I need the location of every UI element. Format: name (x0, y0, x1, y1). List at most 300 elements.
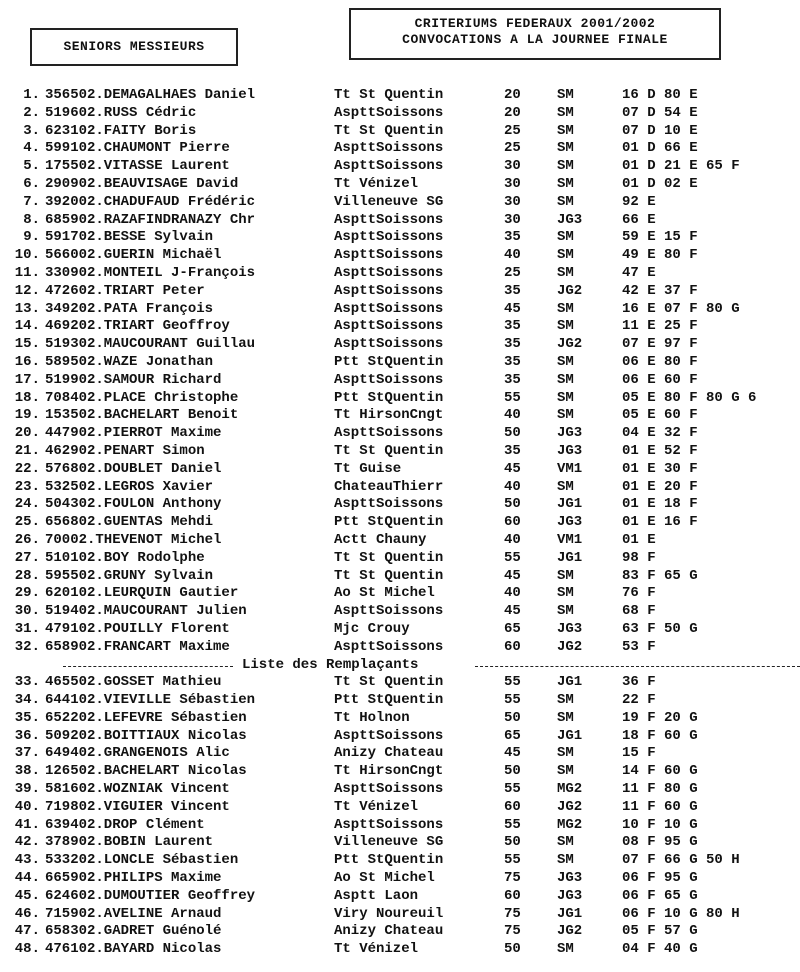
category: SM (557, 407, 574, 424)
ranking-history: 49 E 80 F (622, 247, 698, 264)
club-name: Tt Vénizel (334, 941, 419, 958)
points: 35 (504, 318, 521, 335)
ranking-history: 11 E 25 F (622, 318, 698, 335)
ranking-history: 01 D 66 E (622, 140, 698, 157)
ranking-history: 08 F 95 G (622, 834, 698, 851)
points: 55 (504, 389, 521, 406)
ranking-history: 07 F 66 G 50 H (622, 852, 740, 869)
license-and-name: 665902.PHILIPS Maxime (45, 870, 222, 887)
list-item (0, 728, 800, 746)
ranking-history: 05 E 60 F (622, 407, 698, 424)
rank-number: 34. (14, 692, 40, 709)
rank-number: 18. (14, 389, 40, 406)
club-name: Tt St Quentin (334, 122, 444, 139)
category: SM (557, 834, 574, 851)
ranking-history: 06 F 95 G (622, 870, 698, 887)
club-name: AspttSoissons (334, 638, 444, 655)
club-name: Viry Noureuil (334, 905, 444, 922)
club-name: Tt Vénizel (334, 798, 419, 815)
category: SM (557, 140, 574, 157)
ranking-history: 36 F (622, 674, 656, 691)
category: SM (557, 745, 574, 762)
club-name: AspttSoissons (334, 371, 444, 388)
ranking-history: 11 F 80 G (622, 781, 698, 798)
list-item (0, 888, 800, 906)
license-and-name: 70002.THEVENOT Michel (45, 531, 222, 548)
points: 35 (504, 442, 521, 459)
list-item (0, 158, 800, 176)
points: 30 (504, 175, 521, 192)
list-item (0, 781, 800, 799)
points: 50 (504, 941, 521, 958)
ranking-history: 06 F 65 G (622, 887, 698, 904)
rank-number: 39. (14, 781, 40, 798)
license-and-name: 476102.BAYARD Nicolas (45, 941, 222, 958)
list-item (0, 372, 800, 390)
category: SM (557, 478, 574, 495)
ranking-history: 01 E 16 F (622, 514, 698, 531)
points: 60 (504, 798, 521, 815)
ranking-history: 16 D 80 E (622, 87, 698, 103)
license-and-name: 652202.LEFEVRE Sébastien (45, 709, 247, 726)
category: JG3 (557, 514, 583, 531)
list-item (0, 639, 800, 657)
points: 35 (504, 282, 521, 299)
rank-number: 24. (14, 496, 40, 513)
license-and-name: 595502.GRUNY Sylvain (45, 567, 214, 584)
category: JG2 (557, 336, 583, 353)
rank-number: 10. (14, 247, 40, 264)
ranking-history: 53 F (622, 638, 656, 655)
list-item (0, 799, 800, 817)
rank-number: 16. (14, 353, 40, 370)
rank-number: 9. (23, 229, 40, 246)
category: SM (557, 318, 574, 335)
points: 25 (504, 140, 521, 157)
ranking-history: 18 F 60 G (622, 727, 698, 744)
points: 60 (504, 638, 521, 655)
ranking-history: 19 F 20 G (622, 709, 698, 726)
ranking-history: 15 F (622, 745, 656, 762)
list-item (0, 923, 800, 941)
license-and-name: 392002.CHADUFAUD Frédéric (45, 193, 256, 210)
list-item (0, 674, 800, 692)
license-and-name: 639402.DROP Clément (45, 816, 205, 833)
rank-number: 23. (14, 478, 40, 495)
points: 40 (504, 531, 521, 548)
category: JG1 (557, 496, 583, 513)
category: VM1 (557, 531, 583, 548)
ranking-history: 68 F (622, 603, 656, 620)
category: JG3 (557, 870, 583, 887)
club-name: Asptt Laon (334, 887, 419, 904)
list-item (0, 283, 800, 301)
club-name: AspttSoissons (334, 603, 444, 620)
rank-number: 15. (14, 336, 40, 353)
rank-number: 45. (14, 887, 40, 904)
points: 40 (504, 407, 521, 424)
separator-label: Liste des Remplaçants (242, 656, 419, 673)
points: 55 (504, 816, 521, 833)
club-name: Tt Holnon (334, 709, 410, 726)
list-item (0, 568, 800, 586)
rank-number: 14. (14, 318, 40, 335)
club-name: Tt St Quentin (334, 549, 444, 566)
category: SM (557, 852, 574, 869)
category: JG2 (557, 798, 583, 815)
title-line-2: CONVOCATIONS A LA JOURNEE FINALE (402, 32, 668, 47)
ranking-history: 76 F (622, 585, 656, 602)
rank-number: 5. (23, 158, 40, 175)
license-and-name: 719802.VIGUIER Vincent (45, 798, 230, 815)
license-and-name: 624602.DUMOUTIER Geoffrey (45, 887, 256, 904)
category: JG3 (557, 442, 583, 459)
list-item (0, 318, 800, 336)
points: 40 (504, 478, 521, 495)
list-item (0, 229, 800, 247)
points: 50 (504, 709, 521, 726)
ranking-history: 10 F 10 G (622, 816, 698, 833)
category: JG1 (557, 549, 583, 566)
license-and-name: 153502.BACHELART Benoit (45, 407, 239, 424)
ranking-history: 47 E (622, 264, 656, 281)
list-item (0, 443, 800, 461)
license-and-name: 644102.VIEVILLE Sébastien (45, 692, 256, 709)
ranking-history: 06 F 10 G 80 H (622, 905, 740, 922)
club-name: Ptt StQuentin (334, 514, 444, 531)
rank-number: 33. (14, 674, 40, 691)
category: SM (557, 692, 574, 709)
club-name: AspttSoissons (334, 496, 444, 513)
points: 50 (504, 496, 521, 513)
points: 45 (504, 603, 521, 620)
rank-number: 12. (14, 282, 40, 299)
category: JG1 (557, 905, 583, 922)
points: 50 (504, 425, 521, 442)
ranking-history: 01 E (622, 531, 656, 548)
points: 35 (504, 353, 521, 370)
license-and-name: 715902.AVELINE Arnaud (45, 905, 222, 922)
license-and-name: 649402.GRANGENOIS Alic (45, 745, 230, 762)
ranking-history: 01 D 21 E 65 F (622, 158, 740, 175)
points: 75 (504, 870, 521, 887)
club-name: Tt Guise (334, 460, 402, 477)
list-item (0, 550, 800, 568)
category: SM (557, 175, 574, 192)
club-name: AspttSoissons (334, 781, 444, 798)
rank-number: 37. (14, 745, 40, 762)
list-item (0, 817, 800, 835)
ranking-history: 07 D 54 E (622, 104, 698, 121)
rank-number: 21. (14, 442, 40, 459)
rank-number: 22. (14, 460, 40, 477)
license-and-name: 591702.BESSE Sylvain (45, 229, 214, 246)
category: VM1 (557, 460, 583, 477)
list-item (0, 461, 800, 479)
club-name: Tt HirsonCngt (334, 407, 444, 424)
ranking-history: 14 F 60 G (622, 763, 698, 780)
license-and-name: 510102.BOY Rodolphe (45, 549, 205, 566)
category: SM (557, 158, 574, 175)
ranking-history: 04 F 40 G (622, 941, 698, 958)
list-item (0, 514, 800, 532)
rank-number: 40. (14, 798, 40, 815)
rank-number: 13. (14, 300, 40, 317)
license-and-name: 532502.LEGROS Xavier (45, 478, 214, 495)
category: SM (557, 389, 574, 406)
club-name: AspttSoissons (334, 282, 444, 299)
ranking-history: 42 E 37 F (622, 282, 698, 299)
club-name: AspttSoissons (334, 229, 444, 246)
list-item (0, 176, 800, 194)
ranking-history: 01 E 30 F (622, 460, 698, 477)
club-name: AspttSoissons (334, 264, 444, 281)
category: SM (557, 104, 574, 121)
ranking-history: 92 E (622, 193, 656, 210)
category: SM (557, 763, 574, 780)
license-and-name: 581602.WOZNIAK Vincent (45, 781, 230, 798)
club-name: ChateauThierr (334, 478, 444, 495)
license-and-name: 519302.MAUCOURANT Guillau (45, 336, 256, 353)
points: 35 (504, 371, 521, 388)
ranking-history: 01 E 52 F (622, 442, 698, 459)
points: 25 (504, 264, 521, 281)
category: MG2 (557, 816, 583, 833)
points: 65 (504, 727, 521, 744)
rank-number: 42. (14, 834, 40, 851)
ranking-history: 66 E (622, 211, 656, 228)
club-name: Tt Vénizel (334, 175, 419, 192)
rank-number: 29. (14, 585, 40, 602)
ranking-history: 07 D 10 E (622, 122, 698, 139)
ranking-history: 05 E 80 F 80 G 6 (622, 389, 757, 406)
points: 40 (504, 585, 521, 602)
ranking-history: 22 F (622, 692, 656, 709)
rank-number: 43. (14, 852, 40, 869)
list-item (0, 301, 800, 319)
points: 50 (504, 834, 521, 851)
list-item (0, 212, 800, 230)
license-and-name: 465502.GOSSET Mathieu (45, 674, 222, 691)
rank-number: 31. (14, 620, 40, 637)
license-and-name: 620102.LEURQUIN Gautier (45, 585, 239, 602)
rank-number: 30. (14, 603, 40, 620)
club-name: AspttSoissons (334, 300, 444, 317)
license-and-name: 519602.RUSS Cédric (45, 104, 197, 121)
license-and-name: 509202.BOITTIAUX Nicolas (45, 727, 247, 744)
ranking-history: 01 E 18 F (622, 496, 698, 513)
license-and-name: 469202.TRIART Geoffroy (45, 318, 230, 335)
license-and-name: 290902.BEAUVISAGE David (45, 175, 239, 192)
license-and-name: 576802.DOUBLET Daniel (45, 460, 222, 477)
category: SM (557, 371, 574, 388)
convocation-list (0, 87, 800, 959)
list-item (0, 870, 800, 888)
club-name: Ptt StQuentin (334, 852, 444, 869)
license-and-name: 175502.VITASSE Laurent (45, 158, 230, 175)
category: JG3 (557, 425, 583, 442)
ranking-history: 06 E 60 F (622, 371, 698, 388)
points: 45 (504, 460, 521, 477)
points: 65 (504, 620, 521, 637)
points: 55 (504, 692, 521, 709)
rank-number: 41. (14, 816, 40, 833)
club-name: Mjc Crouy (334, 620, 410, 637)
points: 45 (504, 300, 521, 317)
license-and-name: 533202.LONCLE Sébastien (45, 852, 239, 869)
license-and-name: 330902.MONTEIL J-François (45, 264, 256, 281)
points: 25 (504, 122, 521, 139)
license-and-name: 126502.BACHELART Nicolas (45, 763, 247, 780)
club-name: Anizy Chateau (334, 745, 444, 762)
club-name: AspttSoissons (334, 158, 444, 175)
category: SM (557, 229, 574, 246)
list-item (0, 941, 800, 959)
points: 45 (504, 745, 521, 762)
category: SM (557, 353, 574, 370)
ranking-history: 01 D 02 E (622, 175, 698, 192)
list-item (0, 336, 800, 354)
list-item (0, 390, 800, 408)
players-list (0, 87, 800, 657)
ranking-history: 01 E 20 F (622, 478, 698, 495)
rank-number: 47. (14, 923, 40, 940)
club-name: Tt St Quentin (334, 442, 444, 459)
separator-line-left (63, 666, 233, 667)
license-and-name: 685902.RAZAFINDRANAZY Chr (45, 211, 256, 228)
rank-number: 11. (14, 264, 40, 281)
category: SM (557, 87, 574, 103)
rank-number: 7. (23, 193, 40, 210)
club-name: Villeneuve SG (334, 834, 444, 851)
points: 20 (504, 104, 521, 121)
license-and-name: 349202.PATA François (45, 300, 214, 317)
list-item (0, 265, 800, 283)
rank-number: 6. (23, 175, 40, 192)
rank-number: 3. (23, 122, 40, 139)
rank-number: 26. (14, 531, 40, 548)
rank-number: 17. (14, 371, 40, 388)
club-name: Ptt StQuentin (334, 692, 444, 709)
points: 55 (504, 781, 521, 798)
rank-number: 38. (14, 763, 40, 780)
points: 75 (504, 923, 521, 940)
points: 50 (504, 763, 521, 780)
category: SM (557, 585, 574, 602)
ranking-history: 11 F 60 G (622, 798, 698, 815)
category: MG2 (557, 781, 583, 798)
rank-number: 20. (14, 425, 40, 442)
points: 40 (504, 247, 521, 264)
points: 55 (504, 852, 521, 869)
substitutes-list (0, 674, 800, 959)
club-name: Anizy Chateau (334, 923, 444, 940)
list-item (0, 834, 800, 852)
license-and-name: 479102.POUILLY Florent (45, 620, 230, 637)
club-name: AspttSoissons (334, 336, 444, 353)
license-and-name: 658302.GADRET Guénolé (45, 923, 222, 940)
rank-number: 36. (14, 727, 40, 744)
club-name: AspttSoissons (334, 318, 444, 335)
license-and-name: 599102.CHAUMONT Pierre (45, 140, 230, 157)
club-name: AspttSoissons (334, 211, 444, 228)
ranking-history: 16 E 07 F 80 G (622, 300, 740, 317)
category: JG2 (557, 282, 583, 299)
points: 75 (504, 905, 521, 922)
license-and-name: 472602.TRIART Peter (45, 282, 205, 299)
title-box (349, 8, 721, 60)
category-title: SENIORS MESSIEURS (63, 39, 205, 54)
license-and-name: 519902.SAMOUR Richard (45, 371, 222, 388)
category: SM (557, 247, 574, 264)
rank-number: 4. (23, 140, 40, 157)
club-name: AspttSoissons (334, 140, 444, 157)
license-and-name: 589502.WAZE Jonathan (45, 353, 214, 370)
points: 45 (504, 567, 521, 584)
list-item (0, 123, 800, 141)
points: 35 (504, 336, 521, 353)
rank-number: 35. (14, 709, 40, 726)
license-and-name: 656802.GUENTAS Mehdi (45, 514, 214, 531)
list-item (0, 247, 800, 265)
club-name: Tt HirsonCngt (334, 763, 444, 780)
club-name: Ptt StQuentin (334, 389, 444, 406)
category: SM (557, 122, 574, 139)
license-and-name: 447902.PIERROT Maxime (45, 425, 222, 442)
list-item (0, 496, 800, 514)
license-and-name: 566002.GUERIN Michaël (45, 247, 222, 264)
list-item (0, 105, 800, 123)
rank-number: 32. (14, 638, 40, 655)
list-item (0, 692, 800, 710)
category: SM (557, 300, 574, 317)
club-name: AspttSoissons (334, 816, 444, 833)
category: SM (557, 603, 574, 620)
ranking-history: 63 F 50 G (622, 620, 698, 637)
list-item (0, 763, 800, 781)
list-item (0, 852, 800, 870)
rank-number: 2. (23, 104, 40, 121)
rank-number: 44. (14, 870, 40, 887)
list-item (0, 745, 800, 763)
points: 60 (504, 887, 521, 904)
points: 30 (504, 211, 521, 228)
list-item (0, 710, 800, 728)
list-item (0, 479, 800, 497)
rank-number: 19. (14, 407, 40, 424)
rank-number: 25. (14, 514, 40, 531)
list-item (0, 585, 800, 603)
title-line-1: CRITERIUMS FEDERAUX 2001/2002 (414, 16, 656, 31)
club-name: Villeneuve SG (334, 193, 444, 210)
category: JG1 (557, 727, 583, 744)
rank-number: 27. (14, 549, 40, 566)
list-item (0, 140, 800, 158)
license-and-name: 356502.DEMAGALHAES Daniel (45, 87, 256, 103)
category-box (30, 28, 238, 66)
points: 55 (504, 674, 521, 691)
rank-number: 46. (14, 905, 40, 922)
club-name: Ao St Michel (334, 585, 435, 602)
ranking-history: 06 E 80 F (622, 353, 698, 370)
club-name: AspttSoissons (334, 727, 444, 744)
club-name: AspttSoissons (334, 247, 444, 264)
points: 30 (504, 193, 521, 210)
points: 60 (504, 514, 521, 531)
category: JG2 (557, 638, 583, 655)
rank-number: 28. (14, 567, 40, 584)
category: JG3 (557, 620, 583, 637)
